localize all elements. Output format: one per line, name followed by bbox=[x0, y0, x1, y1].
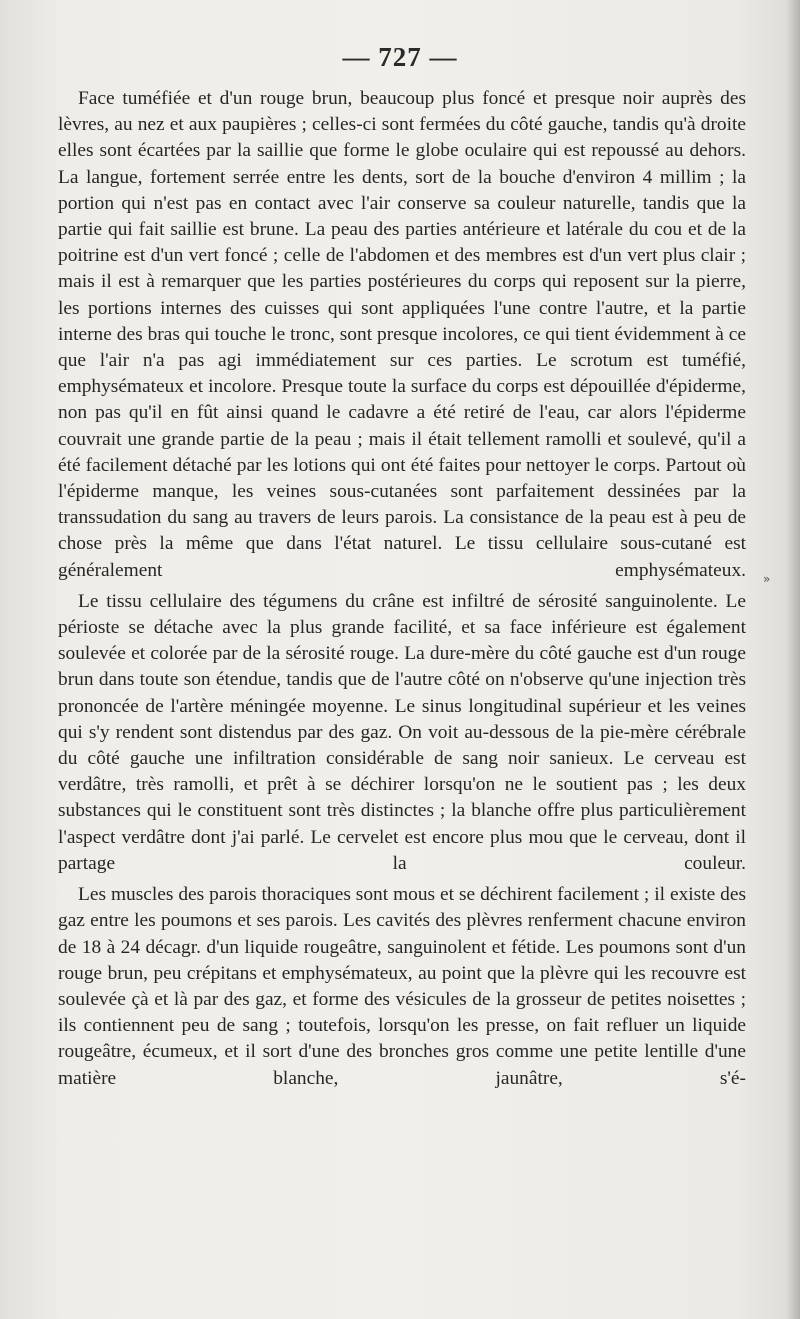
page-number: — 727 — bbox=[342, 42, 458, 72]
margin-mark: » bbox=[763, 572, 771, 586]
page-edge-shadow bbox=[786, 0, 800, 1319]
paragraph-3: Les muscles des parois thoraciques sont mous et se déchirent facilement ; il existe des gaz entre les poumons et ses parois. Les cavités des plèvres renferment chacune environ de 18 à 24 décagr. d'un liquide rougeâtre, sanguinolent et fétide. Les poumons sont d'un rouge brun, peu crépitans et emphysémateux, au point que la plèvre qui les recouvre est soulevée çà et là par des gaz, et forme des vésicules de la grosseur de petites noisettes ; ils contiennent peu de sang ; toutefois, lorsqu'on les presse, on fait refluer un liquide rougeâtre, écumeux, et il sort d'une des bronches gros comme une petite lentille d'une matière blanche, jaunâtre, s'é- bbox=[58, 884, 746, 1089]
body-text bbox=[58, 86, 746, 1092]
paragraph-2: Le tissu cellulaire des tégumens du crâne est infiltré de sérosité sanguinolente. Le périoste se détache avec la plus grande facilité, et sa face inférieure est également soulevée et colorée par de la sérosité rouge. La dure-mère du côté gauche est d'un rouge brun dans toute son étendue, tandis que de l'autre côté on n'observe qu'une injection très prononcée de l'artère méningée moyenne. Le sinus longitudinal supérieur et les veines qui s'y rendent sont distendus par des gaz. On voit au-dessous de la pie-mère cérébrale du côté gauche une infiltration considérable de sang noir sanieux. Le cerveau est verdâtre, très ramolli, et prêt à se déchirer lorsqu'on ne le soutient pas ; les deux substances qui le constituent sont très distinctes ; la blanche offre plus particulièrement l'aspect verdâtre dont j'ai parlé. Le cervelet est encore plus mou que le cerveau, dont il partage la couleur. bbox=[58, 590, 746, 874]
paragraph-1: Face tuméfiée et d'un rouge brun, beaucoup plus foncé et presque noir auprès des lèvres, au nez et aux paupières ; celles-ci sont fermées du côté gauche, tandis qu'à droite elles sont écartées par la saillie que forme le globe oculaire qui est repoussé au dehors. La langue, fortement serrée entre les dents, sort de la bouche d'environ 4 millim ; la portion qui n'est pas en contact avec l'air conserve sa couleur naturelle, tandis que la partie qui fait saillie est brune. La peau des parties antérieure et latérale du cou et de la poitrine est d'un vert foncé ; celle de l'abdomen et des membres est d'un vert plus clair ; mais il est à remarquer que les parties postérieures du corps qui reposent sur la pierre, les portions internes des cuisses qui sont appliquées l'une contre l'autre, et la partie interne des bras qui touche le tronc, sont presque incolores, ce qui tient évidemment à ce que l'air n'a pas agi immédiatement sur ces parties. Le scrotum est tuméfié, emphysémateux et incolore. Presque toute la surface du corps est dépouillée d'épiderme, non pas qu'il en fût ainsi quand le cadavre a été retiré de l'eau, car alors l'épiderme couvrait une grande partie de la peau ; mais il était tellement ramolli et soulevé, qu'il a été facilement détaché par les lotions qui ont été faites pour nettoyer le corps. Partout où l'épiderme manque, les veines sous-cutanées sont parfaitement dessinées par la transsudation du sang au travers de leurs parois. La consistance de la peau est à peu de chose près la même que dans l'état naturel. Le tissu cellulaire sous-cutané est généralement emphysémateux. bbox=[58, 88, 746, 581]
